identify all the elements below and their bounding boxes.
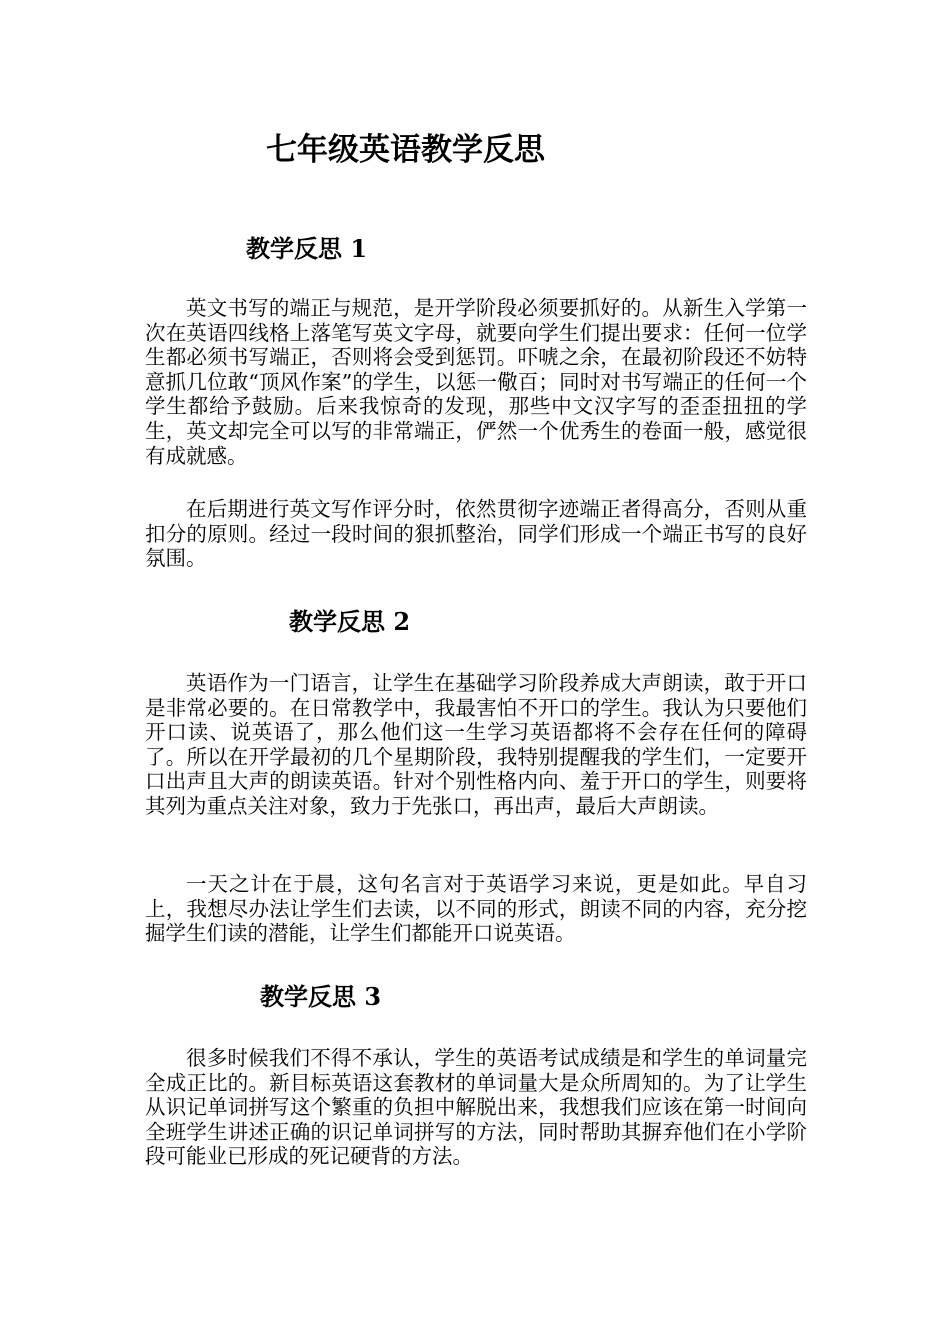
section-2-paragraph-2: 一天之计在于晨，这句名言对于英语学习来说，更是如此。早自习上，我想尽办法让学生们去读，以不同的形式，朗读不同的内容，充分挖掘学生们读的潜能，让学生们都能开口说英语。 bbox=[145, 872, 807, 946]
section-1-paragraph-1: 英文书写的端正与规范，是开学阶段必须要抓好的。从新生入学第一次在英语四线格上落笔写英文字母，就要向学生们提出要求：任何一位学生都必须书写端正，否则将会受到惩罚。吓唬之余，在最初阶段还不妨特意抓几位敢“顶风作案”的学生，以惩一儆百；同时对书写端正的任何一个学生都给予鼓励。后来我惊奇的发现，那些中文汉字写的歪歪扭扭的学生，英文却完全可以写的非常端正，俨然一个优秀生的卷面一般，感觉很有成就感。 bbox=[145, 296, 807, 468]
section-heading-3: 教学反思 3 bbox=[260, 982, 382, 1011]
section-heading-2: 教学反思 2 bbox=[289, 607, 411, 636]
document-title: 七年级英语教学反思 bbox=[266, 132, 545, 168]
section-3-paragraph-1: 很多时候我们不得不承认，学生的英语考试成绩是和学生的单词量完全成正比的。新目标英语这套教材的单词量大是众所周知的。为了让学生从识记单词拼写这个繁重的负担中解脱出来，我想我们应该在第一时间向全班学生讲述正确的识记单词拼写的方法，同时帮助其摒弃他们在小学阶段可能业已形成的死记硬背的方法。 bbox=[145, 1046, 807, 1169]
section-heading-1: 教学反思 1 bbox=[246, 234, 368, 263]
section-1-paragraph-2: 在后期进行英文写作评分时，依然贯彻字迹端正者得高分，否则从重扣分的原则。经过一段时间的狠抓整治，同学们形成一个端正书写的良好氛围。 bbox=[145, 497, 807, 571]
section-2-paragraph-1: 英语作为一门语言，让学生在基础学习阶段养成大声朗读，敢于开口是非常必要的。在日常教学中，我最害怕不开口的学生。我认为只要他们开口读、说英语了，那么他们这一生学习英语都将不会存在任何的障碍了。所以在开学最初的几个星期阶段，我特别提醒我的学生们，一定要开口出声且大声的朗读英语。针对个别性格内向、羞于开口的学生，则要将其列为重点关注对象，致力于先张口，再出声，最后大声朗读。 bbox=[145, 671, 807, 818]
